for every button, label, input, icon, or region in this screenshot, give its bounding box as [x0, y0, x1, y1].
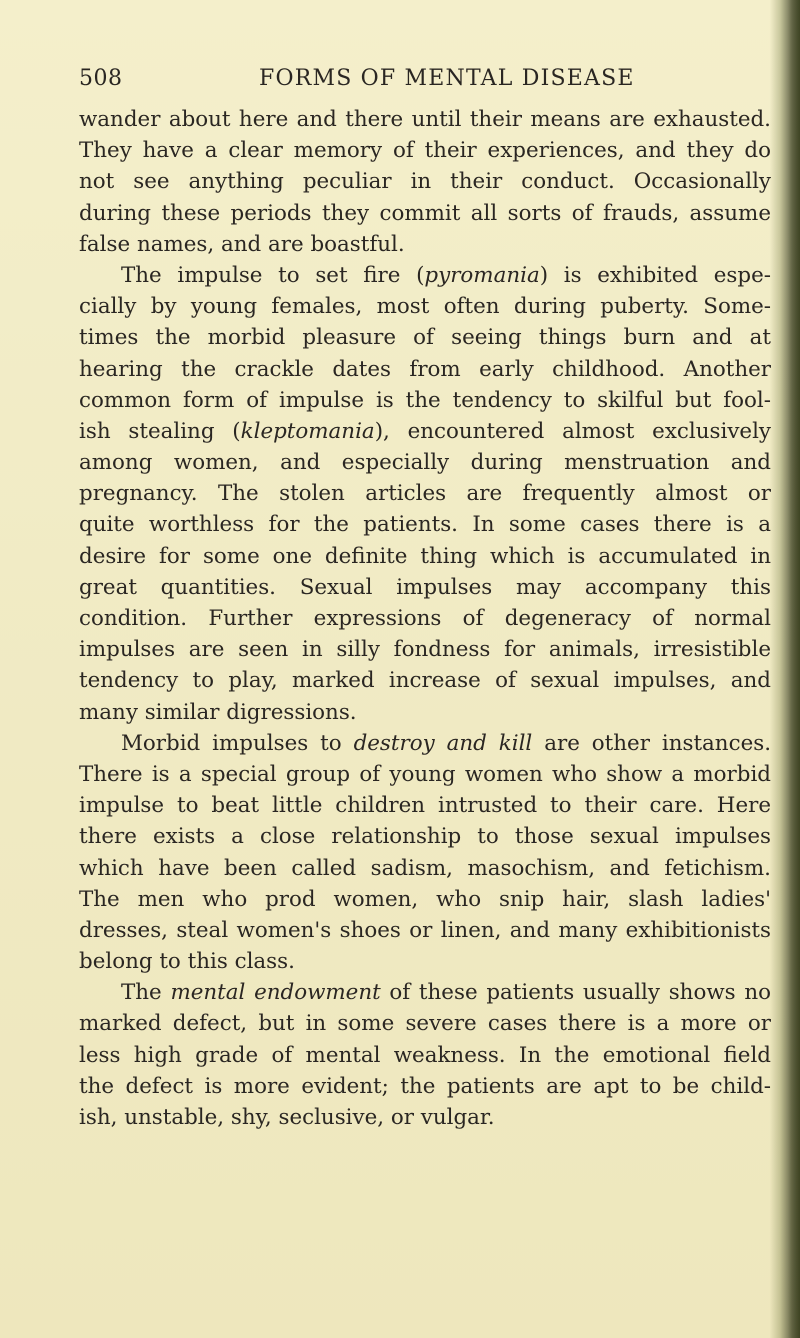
text-line: many similar digressions. [79, 699, 357, 725]
text-line: common form of impulse is the tendency to skilful but fool- [79, 387, 771, 413]
text-line: cially by young females, most often during puberty. Some- [79, 294, 771, 320]
text-line: the defect is more evident; the patients are apt to be child- [79, 1073, 771, 1099]
text-line: less high grade of mental weakness. In the emotional field [79, 1042, 771, 1068]
italic-term: pyromania [424, 262, 540, 288]
text-line: there exists a close relationship to those sexual impulses [79, 824, 771, 850]
text-line: ish, unstable, shy, seclusive, or vulgar. [79, 1105, 495, 1130]
page-number: 508 [79, 66, 123, 91]
text-line: marked defect, but in some severe cases there is a more or [79, 1011, 771, 1037]
text-line: not see anything peculiar in their conduct. Occasionally [79, 169, 771, 195]
paragraph-start-line: Morbid impulses to destroy and kill are other instances. [121, 730, 772, 756]
page-header [79, 66, 739, 92]
body-text [79, 104, 771, 1133]
page-edge-shadow [788, 0, 800, 1338]
text-line: wander about here and there until their means are exhausted. [79, 107, 771, 132]
running-head: FORMS OF MENTAL DISEASE [259, 66, 635, 91]
text-line: condition. Further expressions of degeneracy of normal [79, 606, 771, 631]
text-line: There is a special group of young women who show a morbid [79, 761, 771, 787]
italic-term: mental endowment [170, 980, 381, 1006]
text-line: hearing the crackle dates from early childhood. Another [79, 356, 771, 382]
text-line: great quantities. Sexual impulses may accompany this [79, 574, 771, 600]
text-line: The men who prod women, who snip hair, slash ladies' [79, 886, 771, 912]
text-line: false names, and are boastful. [79, 231, 405, 257]
text-line: among women, and especially during menstruation and [79, 450, 771, 476]
text-line: times the morbid pleasure of seeing things burn and at [79, 325, 771, 351]
italic-term: kleptomania [240, 418, 375, 444]
paragraph-start-line: The impulse to set fire (pyromania) is exhibited espe- [121, 262, 771, 288]
italic-term: destroy and kill [353, 730, 533, 756]
paragraph-start-line: The mental endowment of these patients usually shows no [121, 980, 771, 1006]
text-line: which have been called sadism, masochism, and fetichism. [79, 855, 771, 881]
text-line: desire for some one definite thing which is accumulated in [79, 543, 771, 569]
text-line: dresses, steal women's shoes or linen, and many exhibitionists [79, 917, 771, 943]
text-line: belong to this class. [79, 949, 295, 975]
text-line: impulses are seen in silly fondness for animals, irresistible [79, 637, 771, 663]
text-line: impulse to beat little children intrusted to their care. Here [79, 793, 771, 819]
text-line: They have a clear memory of their experiences, and they do [79, 138, 771, 164]
text-line: quite worthless for the patients. In some cases there is a [79, 512, 771, 538]
text-line: ish stealing (kleptomania), encountered almost exclusively [79, 418, 771, 444]
text-line: pregnancy. The stolen articles are frequently almost or [79, 481, 771, 507]
text-line: during these periods they commit all sorts of frauds, assume [79, 200, 771, 226]
text-line: tendency to play, marked increase of sexual impulses, and [79, 668, 771, 694]
